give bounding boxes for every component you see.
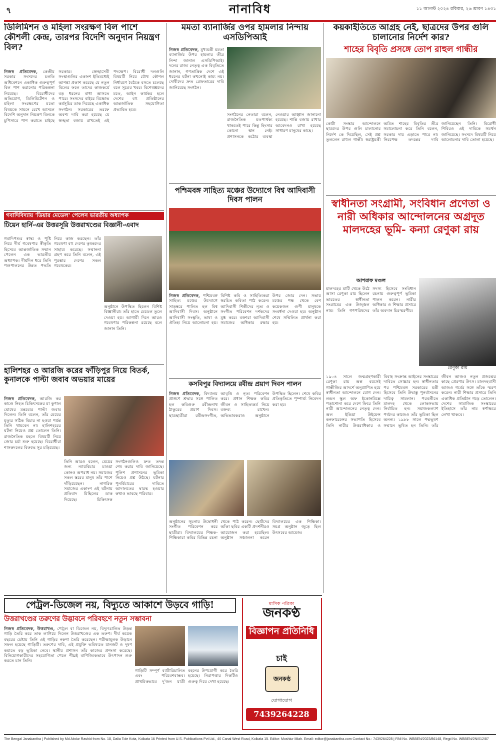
column-divider: [323, 23, 324, 593]
a4-body-left: নিজস্ব প্রতিবেদক, মুখ্যমন্ত্রী মমতা ব্যানার্জির উপর হামলার তীব্র নিন্দা জানাল এসডিপিআই। দলের রাজ্য নেতৃত্ব এক বিবৃতিতে জানান, গণতান্ত্রিক দেশে এই ধরনের ঘটনা কখনোই কাম্য নয়। দোষীদের দ্রুত গ্রেফতারের দাবি জানিয়েছে সংগঠন।: [169, 47, 224, 90]
a2-headline: টিয়েন হার্নি-এর উত্তরসূরি উত্তরাখণ্ডের বিজ্ঞানী-এবাদ: [4, 221, 139, 229]
a3-headline: হালিশহর ও আরজি করের ফাঁড়িপুর নিয়ে বিতর্ক, কুনালকে পাল্টা জবাব অভয়ার মায়ের: [4, 366, 150, 385]
a5-photo: [169, 208, 321, 290]
advert-sub: চাই: [276, 653, 287, 663]
a8-body-2: ১৯০৪ সালে জন্মগ্রহণকারী রেণুকা রায় অল্প বয়সেই গান্ধীজির আদর্শে অনুপ্রাণিত হয়ে স্বাধীনতা আন্দোলনে যোগ দেন। লন্ডন স্কুল অফ ইকোনমিক্সে পড়াশোনা করে দেশে ফিরে তিনি নারী আন্দোলনের নেতৃত্ব দেন। অল ইন্ডিয়া উইমেন্স কনফারেন্সের সভাপতি হিসেবে তিনি নারীর উত্তরাধিকার ও বিবাহ সংক্রান্ত আইনের সংস্কারের দাবিতে সোচ্চার হন। স্বাধীনতার পর পশ্চিমবঙ্গ সরকারের মন্ত্রী হিসেবে তিনি উদ্বাস্তু পুনর্বাসনের দায়িত্ব সামলান। পরবর্তীতে মালদহ থেকে লোকসভায় নির্বাচিত হন। সমাজকল্যাণ পর্ষদের কাজেও তাঁর ভূমিকা ছিল অনন্য। ১৯৮৮ সালে পদ্মভূষণ সম্মানে ভূষিত হন তিনি। তাঁর জীবন আজও নতুন প্রজন্মের কাছে প্রেরণার উৎস। মালদহবাসী আজও গর্বের সঙ্গে তাঁকে স্মরণ করেন। নারী শিক্ষার প্রসারে তিনি একাধিক প্রতিষ্ঠান গড়ে তোলেন। দেশের সামাজিক সংস্কারের ইতিহাসে তাঁর নাম স্বর্ণাক্ষরে লেখা থাকবে।: [326, 374, 496, 428]
renuka-photo: [419, 278, 496, 366]
a5-headline: পশ্চিমবঙ্গ সাহিত্য মঞ্চের উদ্যোগে বিশ্ব আদিবাসী দিবস পালন: [174, 186, 316, 205]
a1-body: নিজস্ব প্রতিবেদক, কেন্দ্রীয় সরকার সংসদের চলতি অধিবেশনে একাধিক গুরুত্বপূর্ণ বিল পাশ করানোর পরিকল্পনা নিয়েছে। বিরোধীদের অভিযোগ, ডিলিমিটেশন ও মহিলা সংরক্ষণের মতো বিষয়কে সামনে রেখে আসলে বিদেশি অনুদান নিয়ন্ত্রণ বিলকে চুপিসারে পাশ করাতে চাইছে সরকার। স্বেচ্ছাসেবী সংস্থাগুলির একাংশ ইতিমধ্যেই আশঙ্কা প্রকাশ করেছে যে নতুন বিলের ফলে তাদের কাজকর্মে বড় ধরনের বাধা আসতে পারে। সংসদের বাইরে বিক্ষোভ কর্মসূচির ডাক দিয়েছে একাধিক সংগঠন। সরকারের তরফে অবশ্য দাবি করা হয়েছে যে স্বচ্ছতা বজায় রাখতেই এই পদক্ষেপ। বিরোধী দলগুলি বিষয়টি নিয়ে যৌথ কৌশল নির্ধারণে বৈঠকে বসতে চলেছে বলে সূত্রের খবর। বিশেষজ্ঞদের মতে, আইন কার্যকর হলে দেশের বহু প্রতিষ্ঠানের আন্তর্জাতিক সহযোগিতা প্রভাবিত হবে।: [4, 69, 164, 123]
a3-body-left: নিজস্ব প্রতিবেদক, আরজি কর কাণ্ডে নিহত চিকিৎসকের মা কুণাল ঘোষের মন্তব্যের পাল্টা জবাব দিলেন। তিনি বলেন, তাঁর মেয়ের মৃত্যুর সঠিক বিচার না হওয়া পর্যন্ত তিনি থামবেন না। হালিশহরের ঘটনা নিয়েও প্রশ্ন তোলেন তিনি। রাজনৈতিক মহলে বিষয়টি নিয়ে জোর চর্চা শুরু হয়েছে। বিরোধীরা শাসকদলের বিরুদ্ধে সুর চড়িয়েছে।: [4, 396, 61, 450]
rule: [4, 595, 322, 596]
article-a9: [4, 598, 322, 730]
advert-logo-text: জনকণ্ঠ: [273, 676, 291, 683]
rule: [4, 210, 164, 211]
a5-body: নিজস্ব প্রতিবেদক, পশ্চিমবঙ্গ সাহিত্য মঞ্চের উদ্যোগে সাড়ম্বরে পালিত হল বিশ্ব আদিবাসী দিবস। অনুষ্ঠানে আদিবাসী সংস্কৃতি, ভাষা ও ঐতিহ্য নিয়ে আলোচনা হয়। বিশিষ্ট কবি ও সাহিত্যিকরা স্বরচিত কবিতা পাঠ করেন। আদিবাসী শিল্পীদের নৃত্য ও সংগীত পরিবেশন দর্শকদের মুগ্ধ করে। বক্তারা আদিবাসী সমাজের অধিকার রক্ষার উপর জোর দেন। সভায় মঞ্চের পক্ষ থেকে বেশ কয়েকজন গুণী মানুষকে সংবর্ধনা দেওয়া হয়। অনুষ্ঠান শেষে সম্মিলিত প্রার্থনা করা হয়।: [169, 293, 321, 326]
footer-imprint: The Bengal Janakantha | Published by Md Abdur Rashid from No. 18, Dalia Tole Kota, Kolkata 16 Printed from U.S. Publications Pvt Ltd., 40 Canal West Road, Kolkata 15. Editor: Moshiur Miah. Email: editor@janakantha.com Contact No.: 7439264228 | RNI No. WBBEN/2023/86148, Regd No. WBBEN/2N/012/87: [4, 737, 489, 741]
article-a2: [4, 212, 164, 362]
advert-box[interactable]: [242, 598, 322, 730]
a6-photo-2: [247, 460, 321, 516]
rule: [4, 364, 164, 365]
a8-body-1: মালদহের মাটি থেকে উঠে আসা রেণুকা রায় ছিলেন ভারতের স্বাধীনতা সংগ্রামের এক উজ্জ্বল নাম। তিনি গণপরিষদের সদস্য হিসেবে সংবিধান রচনায় গুরুত্বপূর্ণ ভূমিকা পালন করেন। নারীর অধিকার ও শিক্ষার প্রসারে তাঁর অবদান চিরস্মরণীয়।: [326, 286, 416, 313]
advert-brand: জনকণ্ঠ: [262, 606, 301, 621]
advert-phone[interactable]: 7439264228: [246, 708, 317, 721]
footer-rule: [4, 734, 496, 735]
a9-body-2: গাড়িটি সম্পূর্ণ ব্যাটারিচালিত এবং পরিবেশবান্ধব। প্রাথমিকভাবে দু'জন যাত্রী বহনের উপযোগী করে তৈরি হয়েছে। নিরাপত্তার দিকটিও গুরুত্ব দিয়ে দেখা হয়েছে।: [135, 668, 238, 684]
article-a5: [169, 186, 321, 376]
a2-body: গবাদিপশুর স্বাস্থ্য ও পুষ্টি নিয়ে দীর্ঘ গবেষণার স্বীকৃতি হিসেবে আন্তর্জাতিক সম্মান পেলেন এক ভারতীয় অধ্যাপক। দীর্ঘদিন ধরে তিনি পশুপালনের উন্নত পদ্ধতি নিয়ে কাজ করছেন। তাঁর গবেষণা বহু দেশের কৃষকদের সাহায্য করেছে। সম্মাননা গ্রহণ করে তিনি বলেন, এই পুরস্কার দেশের সকল গবেষকের।: [4, 236, 101, 269]
a2-kicker: গবাদিবিদ্যায় 'ডিয়ার মেডেল' পেলেন ভারতীয় অধ্যাপক: [4, 212, 164, 220]
section-title: নানাবিধ: [228, 2, 272, 16]
a1-headline: ডিলিমিশন ও মহিলা সংরক্ষণ বিল পাশে কৌশলী কেন্দ্র, তারপর বিদেশি অনুদান নিয়ন্ত্রণ বিল?: [4, 23, 160, 54]
a3-byline: নিজস্ব প্রতিবেদক,: [4, 396, 36, 401]
a7-subheadline: শাহের বিবৃতি প্রসঙ্গে তোপ রাহুল গান্ধীর: [344, 44, 478, 54]
a9-headline: পেট্রল-ডিজেল নয়, বিদ্যুতে আকাশে উড়বে গাড়ি!: [4, 598, 236, 613]
a7-headline: কয়কাইতিতে আগ্রহ নেই, ছাত্রদের উপর গুলি চালানোর নির্দেশ কার?: [333, 23, 489, 43]
a6-body: নিজস্ব প্রতিবেদক, বিদ্যালয় প্রাঙ্গণে শ্রদ্ধার সঙ্গে পালিত হল কবিগুরু রবীন্দ্রনাথ ঠাকুরের প্রয়াণ দিবস। ছাত্রছাত্রীরা রবীন্দ্রসংগীত, আবৃত্তি ও নৃত্য পরিবেশন করে। প্রধান শিক্ষক কবির জীবন ও সাহিত্যকর্ম নিয়ে বক্তব্য রাখেন। অভিভাবকরাও অনুষ্ঠানে উপস্থিত ছিলেন। শেষে কবির প্রতিকৃতিতে পুষ্পার্ঘ্য নিবেদন করা হয়।: [169, 391, 321, 418]
a9-person-photo: [135, 626, 185, 666]
column-divider: [166, 23, 167, 593]
a4-byline: নিজস্ব প্রতিবেদক,: [169, 47, 199, 52]
a8-headline: স্বাধীনতা সংগ্রামী, সংবিধান প্রণেতা ও নারী অধিকার আন্দোলনের অগ্রদূত মালদহের ভূমি- কন্যা রেণুকা রায়: [331, 198, 491, 236]
article-a3: [4, 366, 164, 592]
advert-top-tag: মাসিক পত্রিকা: [268, 602, 295, 607]
a6-headline: কসবিপুর বিদ্যালয়ে রবীন্দ্র প্রয়াণ দিবস পালন: [188, 380, 302, 388]
a3-photo: [64, 396, 164, 456]
date-line: ১১ আগস্ট ২০২৪ রবিবার, ২৬ শ্রাবণ ১৪৩১: [416, 7, 496, 12]
a9-body-1: নিজস্ব প্রতিবেদক, উত্তরাখণ্ড, পেট্রল বা ডিজেল নয়, বিদ্যুৎচালিত উড়ন্ত গাড়ি তৈরি করে তাক লাগিয়ে দিলেন উত্তরাখণ্ডের এক তরুণ। দীর্ঘ কয়েক বছরের চেষ্টায় তিনি এই গাড়ির নকশা তৈরি করেছেন। পরীক্ষামূলক উড়ানে সফল হয়েছে গাড়িটি। তরুণের দাবি, এই প্রযুক্তি ভবিষ্যতে যানজট ও দূষণ কমাতে বড় ভূমিকা নেবে। স্থানীয় প্রশাসন তাঁর কাজের প্রশংসা করেছে। বিনিয়োগকারীদের সহযোগিতা পেলে শীঘ্রই বাণিজ্যিকভাবে উৎপাদন শুরু করতে চান তিনি।: [4, 626, 132, 664]
article-a7: [326, 23, 496, 193]
rule: [326, 195, 496, 196]
renuka-caption: রেণুকা রায়: [447, 366, 468, 371]
a4-photo: [227, 47, 321, 109]
a7-photo: [326, 58, 496, 118]
a6-body-2: অনুষ্ঠানের সূচনায় উদ্বোধনী সংগীত পরিবেশন করে ছাত্রীরা। বিদ্যালয়ের শিক্ষক-শিক্ষিকারা কবির বিভিন্ন রচনা থেকে পাঠ করেন। ছোটদের আঁকা ছবির একটি প্রদর্শনীরও আয়োজন করা হয়েছিল। অনুষ্ঠান সঞ্চালনা করেন বিদ্যালয়ের এক শিক্ষিকা। সমগ্র অনুষ্ঠান জুড়ে ছিল উৎসবের আমেজ।: [169, 519, 321, 541]
a7-body: কোটা সংস্কার আন্দোলনে ছাত্রদের উপর গুলি চালানোর নির্দেশ কে দিয়েছিল, সেই প্রশ্ন তুললেন রাহুল গান্ধী। স্বরাষ্ট্রমন্ত্রী অমিত শাহের বিবৃতির তীব্র সমালোচনা করে তিনি বলেন, সরকার দায় এড়াতে পারে না। নিরপেক্ষ তদন্তের দাবি জানিয়েছেন তিনি। বিরোধী শিবিরও এই দাবিকে সমর্থন জানিয়েছে। সংসদে বিষয়টি নিয়ে আলোচনার দাবি তোলা হয়েছে।: [326, 121, 496, 143]
rule: [169, 378, 321, 379]
a8-author: আশরাফ মণ্ডল: [356, 278, 386, 284]
advert-logo: [265, 666, 299, 692]
page-number: ৭: [6, 5, 12, 15]
a3-body-right: তিনি আরও বলেন, মেয়ের জন্য ন্যায়বিচার চাওয়া কোনও অপরাধ নয়। সমাজের সকল স্তরের মানুষ তাঁর পাশে দাঁড়িয়েছেন। নাগরিক সমাজের একাংশ এই ঘটনায় প্রতিবাদ মিছিলের ডাক দিয়েছে। চিকিৎসক সংগঠনগুলিও দ্রুত তদন্ত শেষ করার দাবি জানিয়েছে। পুলিশ প্রশাসনের ভূমিকা নিয়েও প্রশ্ন উঠছে। ঘটনার পুনর্বিচারের দাবিতে আদালতের দ্বারস্থ হওয়ার কথাও ভাবছে পরিবার।: [64, 459, 164, 502]
a2-body-2: অনুষ্ঠানে উপস্থিত ছিলেন বিশিষ্ট বিজ্ঞানীরা। তাঁর হাতে মেডেল তুলে দেওয়া হয়। আগামী দিনে আরও গবেষণার পরিকল্পনা রয়েছে বলে জানান তিনি।: [104, 304, 162, 331]
article-a6: [169, 380, 321, 592]
a2-photo: [104, 236, 162, 302]
a1-byline: নিজস্ব প্রতিবেদক,: [4, 69, 38, 74]
advert-contact-label: যোগাযোগ: [271, 698, 292, 704]
article-a8: [326, 198, 496, 592]
a9-byline: নিজস্ব প্রতিবেদক, উত্তরাখণ্ড,: [4, 626, 55, 631]
advert-tagline: বিজ্ঞাপন প্রতিনিধি: [246, 626, 317, 639]
article-a1: [4, 23, 164, 208]
a4-body-right: সংগঠনের নেতারা বলেন, রাজনৈতিক মতপার্থক্য থাকতেই পারে কিন্তু হিংসার কোনো স্থান নেই। প্রশাসনকে কঠোর ব্যবস্থা নেওয়ার আহ্বান জানানো হয়েছে। শান্তি বজায় রাখার আবেদনও রাখা হয়েছে সাধারণ মানুষের কাছে।: [227, 112, 321, 139]
a4-headline: মমতা ব্যানার্জির ওপর হামলার নিন্দায় এসডিপিআই: [181, 23, 309, 43]
masthead: [0, 0, 500, 20]
header-rule: [4, 20, 496, 22]
rule: [169, 183, 321, 184]
a5-byline: নিজস্ব প্রতিবেদক,: [169, 293, 201, 298]
a6-byline: নিজস্ব প্রতিবেদক,: [169, 391, 201, 396]
a9-subheadline: উত্তরাখণ্ডের তরুণের উদ্ভাবনে পরিবহণে নতুন সম্ভাবনা: [4, 615, 152, 623]
article-a4: [169, 23, 321, 181]
a9-car-photo: [188, 626, 238, 666]
a6-photo-1: [169, 460, 244, 516]
